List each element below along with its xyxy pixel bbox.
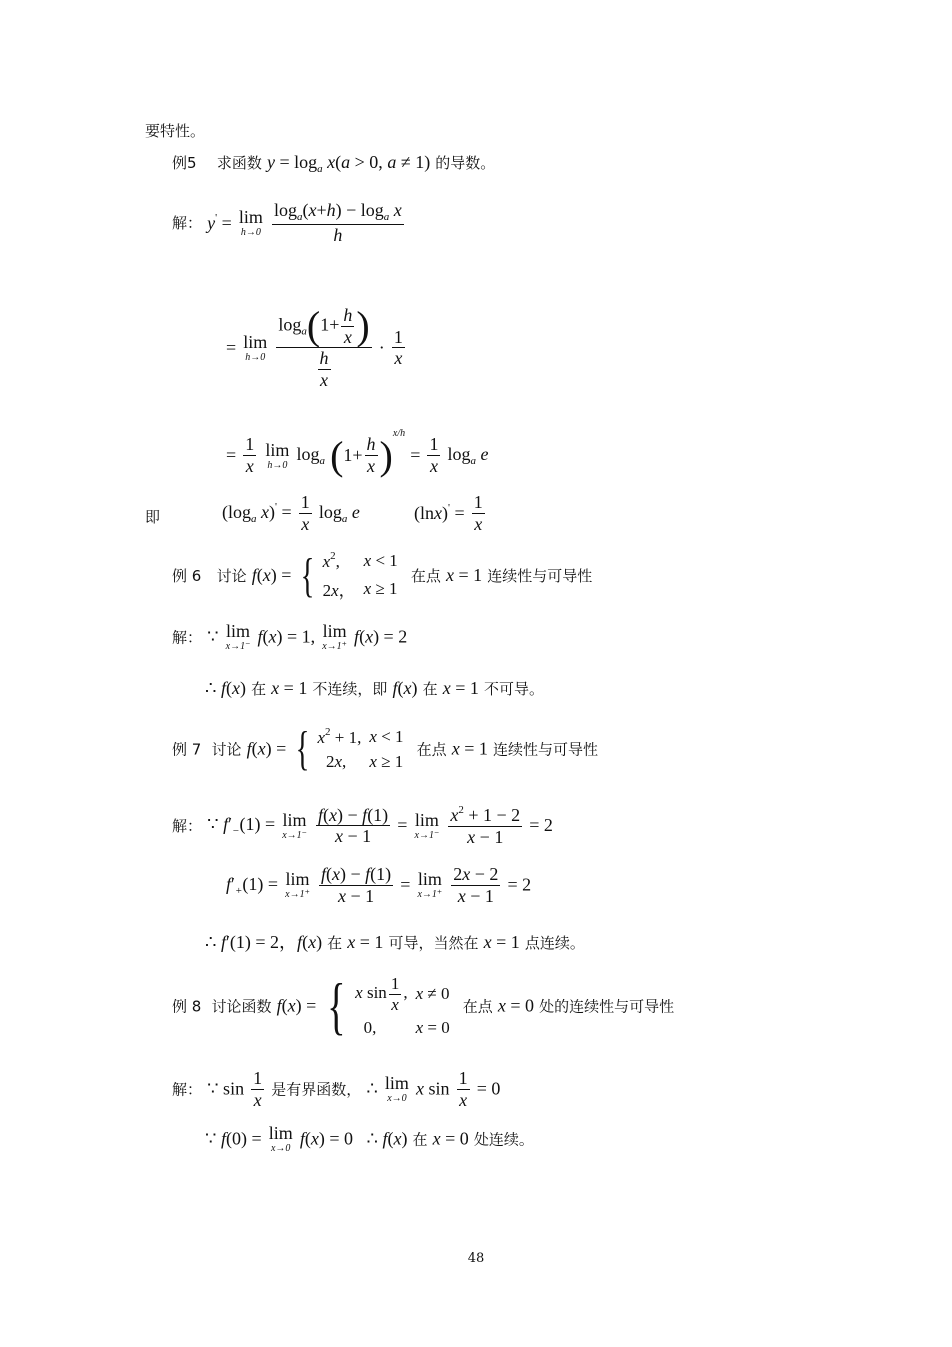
example-7-statement: 例 7 讨论 f(x) = { $x^2 + 1$, x < 1 2x, x ≥ 1 在点 x = 1 连续性与可导性 [172,722,598,775]
ex8-text-b: 处连续。 [473,1130,534,1149]
ex7-text-b: 可导，当然在 [388,934,479,952]
ex6-text-b: 不连续，即 [312,680,388,698]
example-8-solution-2: ∵ f(0) = lim x→0 f(x) = 0 ∴ f(x) 在 x = 0 处连续。 [205,1123,534,1154]
intro-text: 要特性。 [145,122,206,140]
example-5-solution-3: = $\frac{1}{x}$ lim h→0 $\log_a (1+$ $\frac{h}{x}$ )$^{x/h}$ = $\frac{1}{x}$ $\log_a e$ [226,428,489,478]
example-6-post-b: 连续性与可导性 [487,567,593,585]
ex8-bounded: 是有界函数， [271,1080,362,1099]
example-7-solution-1: 解： ∵ $f'_-(1)$ = lim x→1⁻ $\frac{f(x) - f(1)}{x - 1}$ = lim x→1⁻ $\frac{x^2 + 1 - 2}{x - 1}$ = 2 [172,804,553,847]
solution-label: 解： [172,1080,203,1099]
example-5-label: 例5 [172,154,197,172]
example-7-pre: 讨论 [211,740,242,759]
example-8-post-b: 处的连续性与可导性 [539,997,675,1016]
example-8-solution-1: 解： ∵ sin $\frac{1}{x}$ 是有界函数， ∴ lim x→0 x sin $\frac{1}{x}$ = 0 [172,1068,501,1110]
example-8-pre: 讨论函数 [211,997,272,1016]
example-5-formula: $y = \log_a x(a > 0$, a ≠ 1) [267,152,431,175]
example-6-statement: 例 6 讨论 f(x) = { $x^2$, x < 1 2x， x ≥ 1 在点 x = 1 连续性与可导性 [172,548,593,602]
solution-label: 解： [172,214,203,233]
ex6-text-d: 不可导。 [484,680,545,698]
therefore-label: 即 [145,508,161,526]
example-5-statement [172,152,495,175]
solution-label: 解： [172,817,203,836]
example-7-conclusion: ∴ f′(1) = 2，f(x) 在 x = 1 可导，当然在 x = 1 点连续。 [205,932,585,952]
example-7-post-a: 在点 [416,740,447,759]
solution-label: 解： [172,628,203,647]
example-5-pre: 求函数 [216,154,262,172]
example-8-post-a: 在点 [462,997,493,1016]
example-8-statement: 例 8 讨论函数 f(x) = { x sin $\frac{1}{x}$ , x ≠ 0 0, x = 0 在点 x = 0 处的连续性与可导性 [172,970,675,1042]
page-number: 48 [467,1251,485,1266]
example-7-post-b: 连续性与可导性 [492,740,598,759]
example-7-label: 例 7 [172,740,202,759]
example-6-pre: 讨论 [216,567,247,585]
example-5-solution-2: = lim h→0 $\log_a(1+$ $\frac{h}{x}$ ) $\frac{h}{x}$ · $\frac{1}{x}$ [226,303,403,391]
ex8-text-a: 在 [412,1130,428,1149]
example-7-solution-2: $f'_+(1)$ = lim x→1⁺ $\frac{f(x) - f(1)}{x - 1}$ = lim x→1⁺ $\frac{2x - 2}{x - 1}$ = 2 [226,864,532,906]
example-5-solution-1: 解： y' = lim h→0 $\frac{\log_a(x+h) - \log_a x}{h}$ [172,200,402,245]
example-6-post-a: 在点 [410,567,441,585]
ex7-text-c: 点连续。 [524,934,585,952]
example-8-label: 例 8 [172,997,202,1016]
example-5-post: 的导数。 [435,154,496,172]
ex6-text-a: 在 [251,680,267,698]
example-6-solution-1: 解： ∵ lim x→1⁻ f(x) = 1, lim x→1⁺ f(x) = 2 [172,621,408,652]
ex7-text-a: 在 [327,934,343,952]
derivative-results: ($\log_a$ x)' = $\frac{1}{x}$ $\log_a e$ (lnx)' = $\frac{1}{x}$ [222,492,483,534]
example-6-label: 例 6 [172,567,202,585]
ex6-text-c: 在 [422,680,438,698]
example-6-solution-2: ∴ f(x) 在 x = 1 不连续，即 f(x) 在 x = 1 不可导。 [205,678,545,698]
